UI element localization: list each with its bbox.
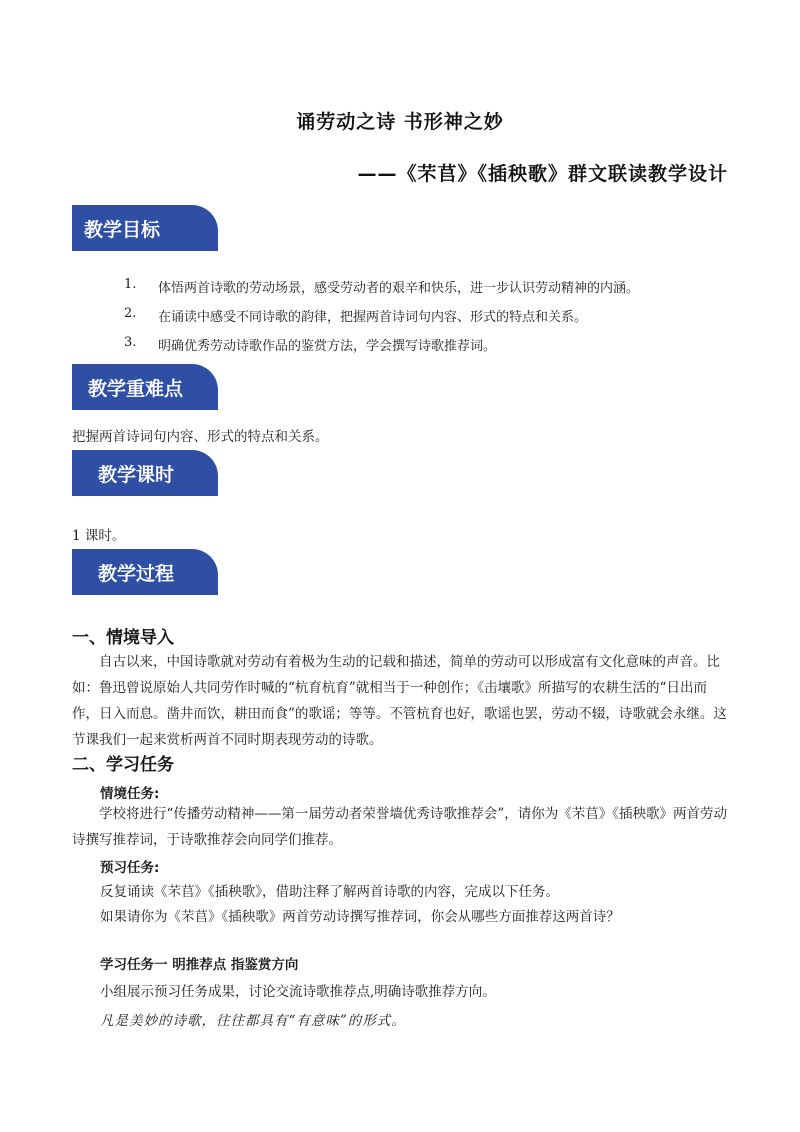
item-text: 明确优秀劳动诗歌作品的鉴赏方法，学会撰写诗歌推荐词。: [158, 339, 497, 354]
heading-situation-intro: 一、情境导入: [72, 628, 174, 648]
task-one-heading: 学习任务一 明推荐点 指鉴赏方向: [100, 957, 299, 973]
document-title: 诵劳动之诗 书形神之妙: [296, 111, 504, 133]
section-tag-objectives: 教学目标: [72, 205, 218, 251]
section-tag-hours: 教学课时: [72, 450, 218, 496]
document-subtitle: ——《芣苢》《插秧歌》群文联读教学设计: [357, 163, 728, 185]
list-item: [124, 306, 639, 335]
quote-text: 凡是美妙的诗歌，往往都具有“有意味”的形式。: [100, 1013, 406, 1029]
item-text: 在诵读中感受不同诗歌的韵律，把握两首诗词句内容、形式的特点和关系。: [158, 310, 588, 325]
difficulty-text: 把握两首诗词句内容、形式的特点和关系。: [72, 429, 329, 445]
situation-task-label: 情境任务:: [100, 786, 160, 802]
preview-task-line-1: 反复诵读《芣苢》《插秧歌》，借助注释了解两首诗歌的内容，完成以下任务。: [100, 884, 559, 900]
item-number: 1.: [124, 277, 137, 292]
item-number: 3.: [124, 335, 137, 350]
objectives-list: [124, 277, 639, 364]
section-tag-process: 教学过程: [72, 549, 218, 595]
item-number: 2.: [124, 306, 137, 321]
situation-task-paragraph: [72, 801, 728, 853]
intro-paragraph: [72, 649, 728, 753]
preview-task-line-2: 如果请你为《芣苢》《插秧歌》两首劳动诗撰写推荐词，你会从哪些方面推荐这两首诗？: [100, 909, 620, 925]
task-one-text: 小组展示预习任务成果，讨论交流诗歌推荐点,明确诗歌推荐方向。: [100, 984, 496, 1000]
situation-task-text: 学校将进行“传播劳动精神——第一届劳动者荣誉墙优秀诗歌推荐会”，请你为《芣苢》《插秧歌》两首劳动诗撰写推荐词，于诗歌推荐会向同学们推荐。: [72, 806, 728, 848]
intro-paragraph-text: 自古以来，中国诗歌就对劳动有着极为生动的记载和描述，简单的劳动可以形成富有文化意味的声音。比如：鲁迅曾说原始人共同劳作时喊的“杭育杭育”就相当于一种创作；《击壤歌》所描写的农耕生活的“日出而作，日入而息。凿井而饮，耕田而食”的歌谣；等等。不管杭育也好，歌谣也罢，劳动不辍，诗歌就会永继。这节课我们一起来赏析两首不同时期表现劳动的诗歌。: [72, 654, 727, 748]
list-item: [124, 335, 639, 364]
heading-learning-tasks: 二、学习任务: [72, 755, 174, 775]
item-text: 体悟两首诗歌的劳动场景，感受劳动者的艰辛和快乐，进一步认识劳动精神的内涵。: [158, 281, 640, 296]
list-item: [124, 277, 639, 306]
preview-task-label: 预习任务:: [100, 860, 160, 876]
hours-text: 1 课时。: [72, 528, 126, 544]
section-tag-difficulty: 教学重难点: [72, 364, 218, 410]
